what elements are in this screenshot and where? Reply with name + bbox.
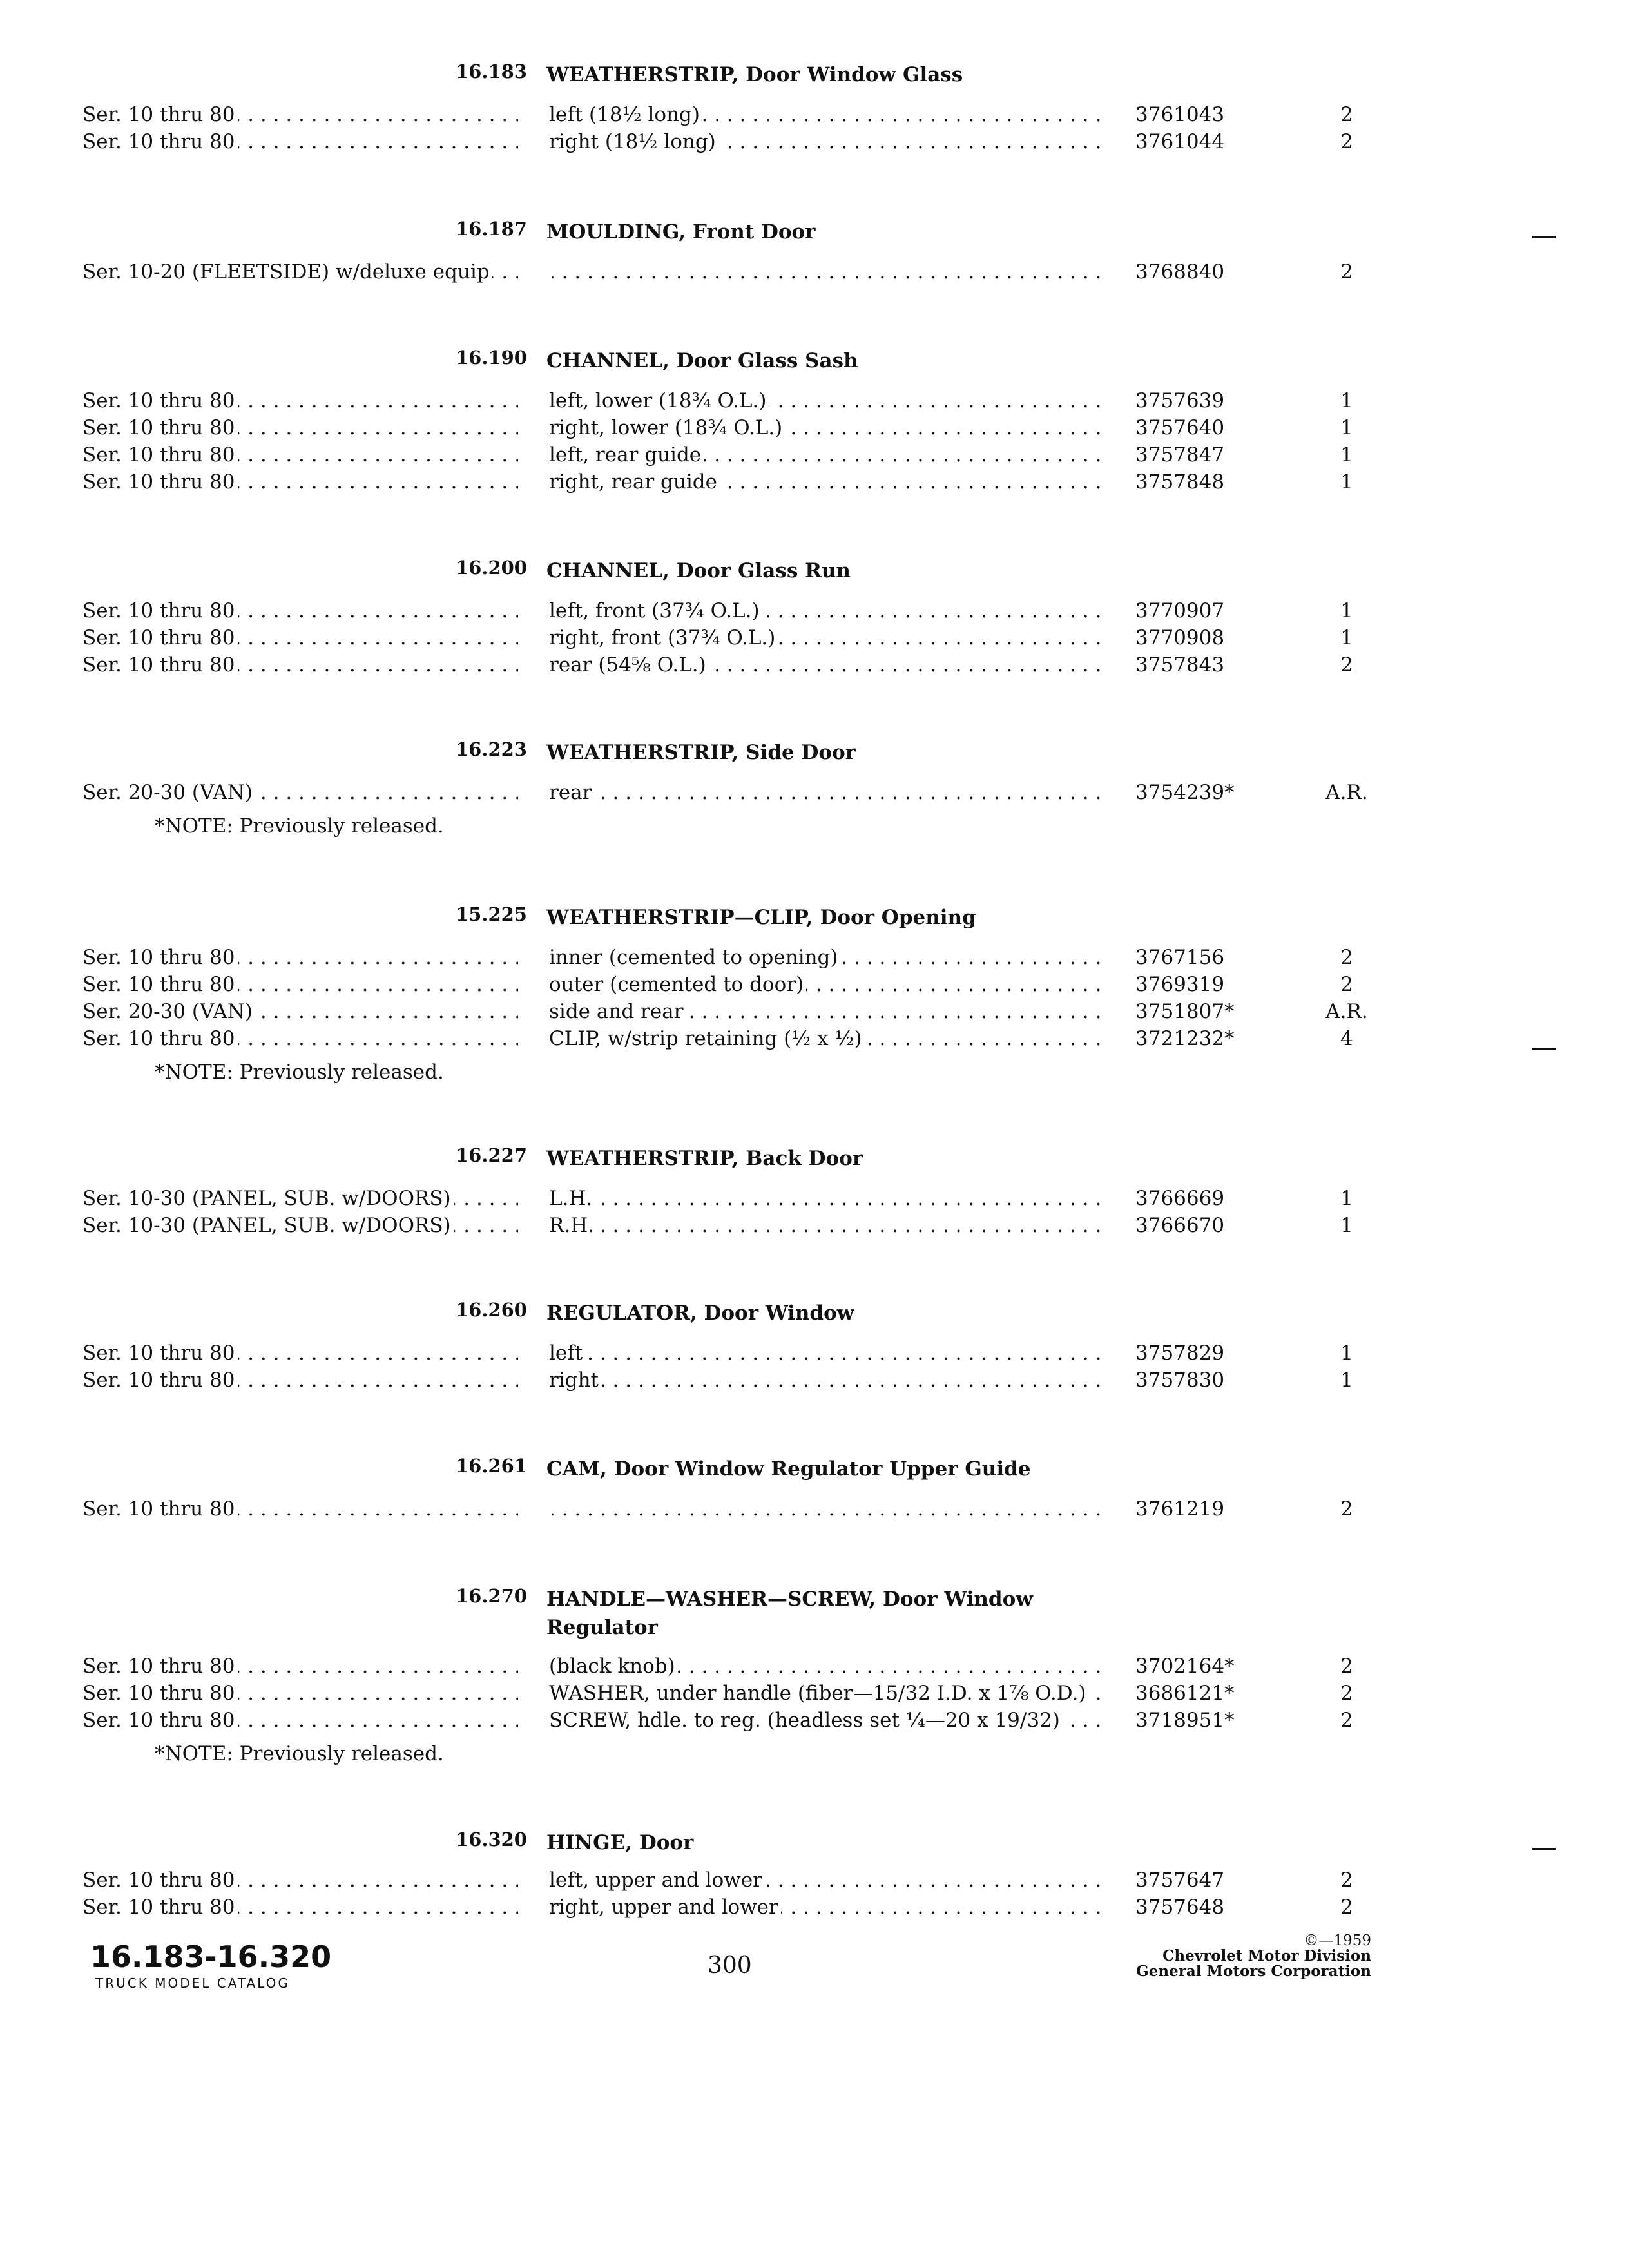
section-header [0,347,1629,379]
parts-row [0,781,1629,807]
part-number: 3757843 [1135,653,1225,677]
description-cell: rear [549,781,594,804]
part-number: 3767156 [1135,946,1225,969]
parts-row [0,1709,1629,1735]
part-number: 3757847 [1135,443,1225,466]
quantity: 2 [1340,1709,1353,1732]
copyright: ©—1959 [1304,1932,1371,1949]
quantity: 1 [1340,599,1353,622]
section-number: 15.225 [456,903,527,925]
section-number: 16.320 [456,1829,527,1850]
page-number: 300 [708,1952,752,1979]
description-cell: CLIP, w/strip retaining (½ x ½) [549,1027,865,1050]
section-title: WEATHERSTRIP—CLIP, Door Opening [546,906,976,929]
description-cell: WASHER, under handle (fiber—15/32 I.D. x 1⅞ O.D.) [549,1682,1088,1705]
part-number: 3754239* [1135,781,1235,804]
parts-row [0,103,1629,129]
quantity: 4 [1340,1027,1353,1050]
section-title: WEATHERSTRIP, Door Window Glass [546,63,963,86]
revision-mark [1532,1048,1556,1050]
section-title: MOULDING, Front Door [546,220,816,244]
series-cell: Ser. 10 thru 80 [82,599,238,622]
part-number: 3761219 [1135,1497,1225,1521]
description-cell: right, upper and lower [549,1896,781,1919]
section-header [0,903,1629,936]
series-cell: Ser. 20-30 (VAN) [82,1000,255,1023]
series-cell: Ser. 10-20 (FLEETSIDE) w/deluxe equip [82,260,492,284]
parts-row [0,1896,1629,1921]
section-header [0,557,1629,589]
section-header [0,1829,1629,1861]
section-number: 16.227 [456,1144,527,1166]
section-title: CHANNEL, Door Glass Run [546,559,851,582]
series-cell: Ser. 10 thru 80 [82,973,238,996]
section-title: HANDLE—WASHER—SCREW, Door Window Regulator [546,1588,1033,1639]
description-cell: left, rear guide [549,443,704,466]
parts-row [0,416,1629,442]
quantity: 1 [1340,389,1353,412]
publisher-block [1136,1933,1371,1979]
parts-row [0,1369,1629,1394]
description-cell: (black knob) [549,1655,678,1678]
series-cell: Ser. 10 thru 80 [82,1869,238,1892]
section-number: 16.261 [456,1455,527,1477]
quantity: 2 [1340,1497,1353,1521]
description-cell: SCREW, hdle. to reg. (headless set ¼—20 x 19/32) [549,1709,1063,1732]
series-cell: Ser. 10 thru 80 [82,1369,238,1392]
part-number: 3770908 [1135,626,1225,649]
series-cell: Ser. 10 thru 80 [82,470,238,494]
division-name: Chevrolet Motor Division [1162,1947,1371,1965]
series-cell: Ser. 10-30 (PANEL, SUB. w/DOORS) [82,1214,454,1237]
parts-row [0,1869,1629,1894]
part-number: 3761043 [1135,103,1225,126]
parts-row [0,1497,1629,1523]
description-cell: right (18½ long) [549,130,718,153]
quantity: 2 [1340,1655,1353,1678]
series-cell: Ser. 10 thru 80 [82,103,238,126]
description-cell: right [549,1369,601,1392]
quantity: 2 [1340,1896,1353,1919]
section-header [0,61,1629,93]
series-cell: Ser. 10-30 (PANEL, SUB. w/DOORS) [82,1187,454,1210]
section-number: 16.183 [456,61,527,82]
quantity: 2 [1340,130,1353,153]
quantity: A.R. [1325,781,1368,804]
quantity: 1 [1340,470,1353,494]
series-cell: Ser. 10 thru 80 [82,653,238,677]
series-cell: Ser. 10 thru 80 [82,1682,238,1705]
quantity: 2 [1340,1869,1353,1892]
section-number: 16.223 [456,738,527,760]
part-number: 3769319 [1135,973,1225,996]
section-note: *NOTE: Previously released. [155,1061,444,1084]
series-cell: Ser. 20-30 (VAN) [82,781,255,804]
parts-row [0,626,1629,652]
part-number: 3757829 [1135,1341,1225,1365]
parts-row [0,389,1629,415]
part-number: 3686121* [1135,1682,1235,1705]
description-cell: right, lower (18¾ O.L.) [549,416,785,439]
section-number: 16.200 [456,557,527,579]
parts-row [0,1027,1629,1053]
description-cell: R.H. [549,1214,597,1237]
revision-mark [1532,1848,1556,1850]
part-number: 3721232* [1135,1027,1235,1050]
series-cell: Ser. 10 thru 80 [82,416,238,439]
quantity: 2 [1340,103,1353,126]
description-cell: left, front (37¾ O.L.) [549,599,762,622]
description-cell: right, rear guide [549,470,720,494]
parts-row [0,1000,1629,1026]
section-title: WEATHERSTRIP, Back Door [546,1147,863,1170]
part-number: 3766670 [1135,1214,1225,1237]
section-header [0,1144,1629,1177]
parts-row [0,470,1629,496]
section-header [0,218,1629,250]
description-cell: outer (cemented to door) [549,973,806,996]
quantity: 1 [1340,443,1353,466]
series-cell: Ser. 10 thru 80 [82,130,238,153]
quantity: 1 [1340,1369,1353,1392]
description-cell: inner (cemented to opening) [549,946,841,969]
part-number: 3751807* [1135,1000,1235,1023]
quantity: 2 [1340,653,1353,677]
parts-row [0,1682,1629,1707]
section-title: REGULATOR, Door Window [546,1302,854,1325]
part-number: 3770907 [1135,599,1225,622]
part-number: 3757830 [1135,1369,1225,1392]
description-cell: left, upper and lower [549,1869,765,1892]
parts-row [0,653,1629,679]
revision-mark [1532,236,1556,238]
part-number: 3757647 [1135,1869,1225,1892]
quantity: 1 [1340,416,1353,439]
series-cell: Ser. 10 thru 80 [82,389,238,412]
part-number: 3757848 [1135,470,1225,494]
quantity: 1 [1340,626,1353,649]
part-number: 3768840 [1135,260,1225,284]
section-number: 16.187 [456,218,527,240]
parts-row [0,599,1629,625]
description-cell: left (18½ long) [549,103,702,126]
quantity: 1 [1340,1214,1353,1237]
parts-row [0,443,1629,469]
quantity: A.R. [1325,1000,1368,1023]
section-number: 16.190 [456,347,527,369]
series-cell: Ser. 10 thru 80 [82,626,238,649]
quantity: 1 [1340,1187,1353,1210]
description-cell: left [549,1341,585,1365]
series-cell: Ser. 10 thru 80 [82,1709,238,1732]
series-cell: Ser. 10 thru 80 [82,1027,238,1050]
section-note: *NOTE: Previously released. [155,1742,444,1765]
description-cell: side and rear [549,1000,686,1023]
series-cell: Ser. 10 thru 80 [82,1497,238,1521]
description-cell: rear (54⅝ O.L.) [549,653,709,677]
parts-row [0,946,1629,972]
description-cell: L.H. [549,1187,595,1210]
parts-row [0,130,1629,156]
parts-row [0,1214,1629,1240]
parts-row [0,1655,1629,1680]
section-header [0,1299,1629,1331]
description-cell [549,1497,552,1521]
parts-row [0,1187,1629,1213]
series-cell: Ser. 10 thru 80 [82,1341,238,1365]
section-title: CAM, Door Window Regulator Upper Guide [546,1457,1031,1481]
part-number: 3766669 [1135,1187,1225,1210]
section-header [0,738,1629,771]
quantity: 2 [1340,1682,1353,1705]
part-number: 3718951* [1135,1709,1235,1732]
corporation-name: General Motors Corporation [1136,1963,1371,1980]
catalog-name: TRUCK MODEL CATALOG [95,1975,290,1991]
section-note: *NOTE: Previously released. [155,814,444,838]
section-title: CHANNEL, Door Glass Sash [546,349,858,372]
series-cell: Ser. 10 thru 80 [82,1896,238,1919]
section-title: HINGE, Door [546,1831,694,1854]
quantity: 1 [1340,1341,1353,1365]
part-number: 3761044 [1135,130,1225,153]
section-header [0,1455,1629,1487]
parts-row [0,1341,1629,1367]
section-header [0,1585,1629,1639]
description-cell: right, front (37¾ O.L.) [549,626,778,649]
parts-row [0,260,1629,286]
part-number: 3702164* [1135,1655,1235,1678]
section-number: 16.270 [456,1585,527,1607]
series-cell: Ser. 10 thru 80 [82,946,238,969]
series-cell: Ser. 10 thru 80 [82,1655,238,1678]
quantity: 2 [1340,260,1353,284]
part-number: 3757648 [1135,1896,1225,1919]
description-cell: left, lower (18¾ O.L.) [549,389,769,412]
description-cell [549,260,552,284]
quantity: 2 [1340,946,1353,969]
section-title: WEATHERSTRIP, Side Door [546,741,856,764]
part-number: 3757639 [1135,389,1225,412]
quantity: 2 [1340,973,1353,996]
series-cell: Ser. 10 thru 80 [82,443,238,466]
parts-row [0,973,1629,999]
part-number: 3757640 [1135,416,1225,439]
section-range: 16.183-16.320 [90,1939,332,1974]
section-number: 16.260 [456,1299,527,1321]
